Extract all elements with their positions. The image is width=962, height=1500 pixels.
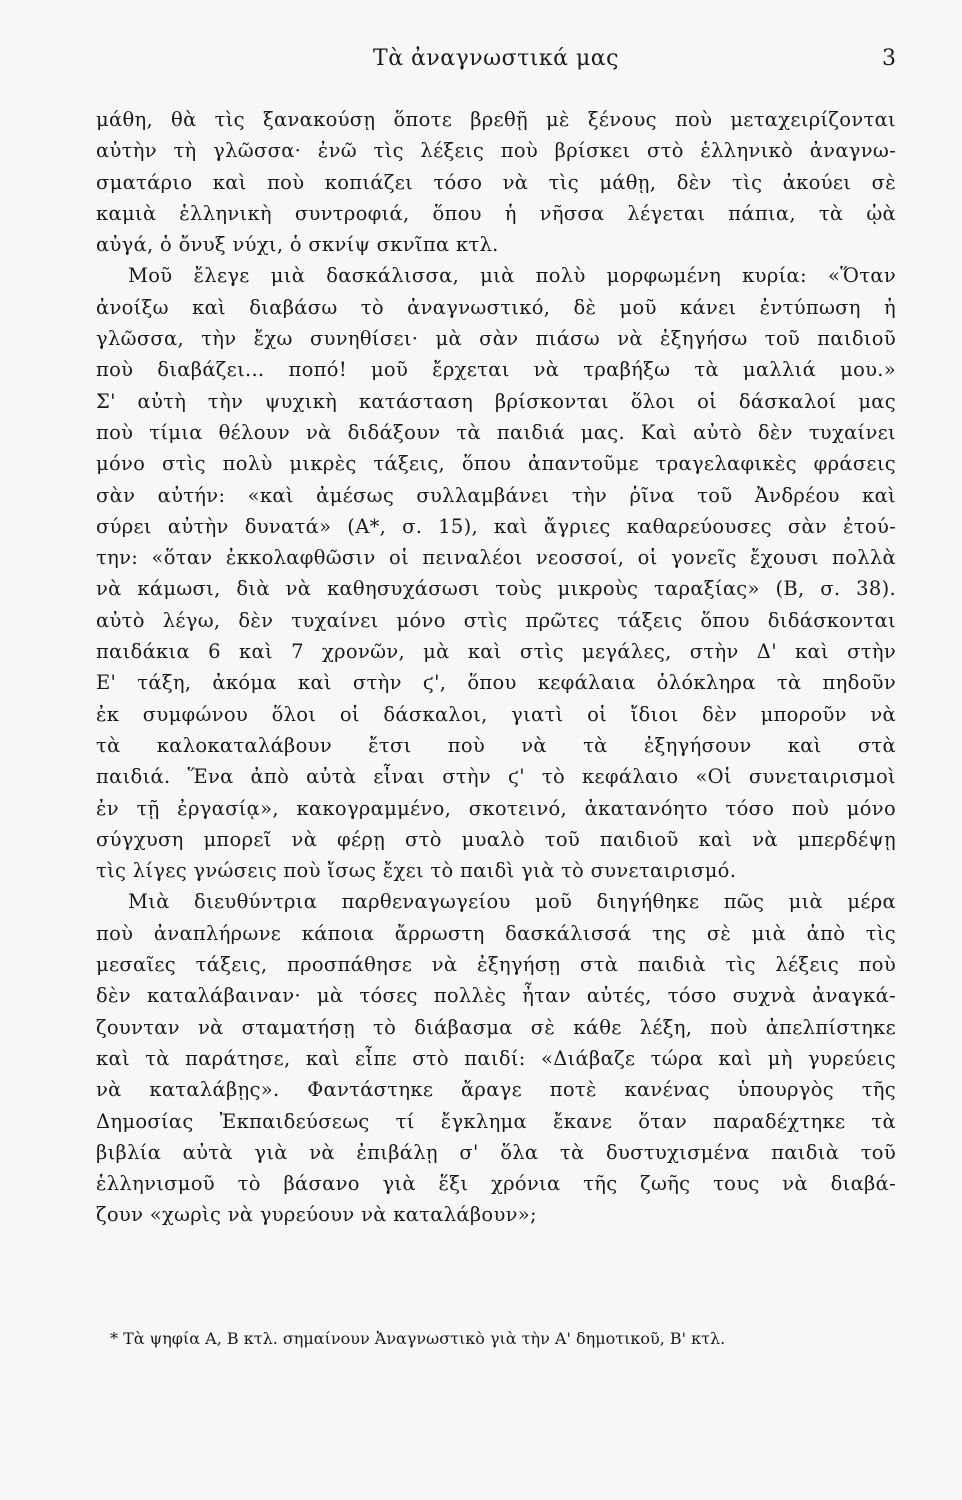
text-line: ἐν τῇ ἐργασίᾳ», κακογραμμένο, σκοτεινό, ἀκατανόητο τόσο ποὺ μόνο <box>96 796 896 820</box>
text-line: την: «ὅταν ἐκκολαφθῶσιν οἱ πειναλέοι νεοσσοί, οἱ γονεῖς ἔχουσι πολλὰ <box>96 546 896 570</box>
text-line: ποὺ τίμια θέλουν νὰ διδάξουν τὰ παιδιά μας. Καὶ αὐτὸ δὲν τυχαίνει <box>96 420 896 444</box>
text-line: Σ' αὐτὴ τὴν ψυχικὴ κατάσταση βρίσκονται ὅλοι οἱ δάσκαλοί μας <box>96 389 896 413</box>
text-line: παιδιά. Ἕνα ἀπὸ αὐτὰ εἶναι στὴν ϛ' τὸ κεφάλαιο «Οἱ συνεταιρισμοὶ <box>96 765 896 789</box>
text-line: Μιὰ διευθύντρια παρθεναγωγείου μοῦ διηγήθηκε πῶς μιὰ μέρα <box>128 890 896 914</box>
text-line: ἀνοίξω καὶ διαβάσω τὸ ἀναγνωστικό, δὲ μοῦ κάνει ἐντύπωση ἡ <box>96 295 896 319</box>
text-line: σματάριο καὶ ποὺ κοπιάζει τόσο νὰ τὶς μάθῃ, δὲν τὶς ἀκούει σὲ <box>96 170 896 194</box>
text-line: μόνο στὶς πολὺ μικρὲς τάξεις, ὅπου ἀπαντοῦμε τραγελαφικὲς φράσεις <box>96 452 896 476</box>
text-line: τὶς λίγες γνώσεις ποὺ ἴσως ἔχει τὸ παιδὶ γιὰ τὸ συνεταιρισμό. <box>96 859 737 883</box>
text-line: γλῶσσα, τὴν ἔχω συνηθίσει· μὰ σὰν πιάσω νὰ ἐξηγήσω τοῦ παιδιοῦ <box>96 327 896 351</box>
page-number: 3 <box>882 46 896 71</box>
text-line: αὐτὸ λέγω, δὲν τυχαίνει μόνο στὶς πρῶτες τάξεις ὅπου διδάσκονται <box>96 608 896 632</box>
text-line: ἐκ συμφώνου ὅλοι οἱ δάσκαλοι, γιατὶ οἱ ἴδιοι δὲν μποροῦν νὰ <box>96 702 896 726</box>
text-line: σύρει αὐτὴν δυνατά» (Α*, σ. 15), καὶ ἄγριες καθαρεύουσες σὰν ἐτού- <box>96 514 896 538</box>
text-line: μεσαῖες τάξεις, προσπάθησε νὰ ἐξηγήσῃ στὰ παιδιὰ τὶς λέξεις ποὺ <box>96 953 896 977</box>
text-line: νὰ καταλάβῃς». Φαντάστηκε ἄραγε ποτὲ κανένας ὑπουργὸς τῆς <box>96 1078 896 1102</box>
text-line: ζουν «χωρὶς νὰ γυρεύουν νὰ καταλάβουν»; <box>96 1203 537 1227</box>
running-header <box>96 46 896 76</box>
text-line: Δημοσίας Ἐκπαιδεύσεως τί ἔγκλημα ἔκανε ὅταν παραδέχτηκε τὰ <box>96 1109 896 1133</box>
text-line: Ε' τάξη, ἀκόμα καὶ στὴν ϛ', ὅπου κεφάλαια ὁλόκληρα τὰ πηδοῦν <box>96 671 896 695</box>
text-line: αὐγά, ὁ ὄνυξ νύχι, ὁ σκνίψ σκνῖπα κτλ. <box>96 233 499 257</box>
text-line: βιβλία αὐτὰ γιὰ νὰ ἐπιβάλῃ σ' ὅλα τὰ δυστυχισμένα παιδιὰ τοῦ <box>96 1140 896 1164</box>
text-line: ποὺ διαβάζει... ποπό! μοῦ ἔρχεται νὰ τραβήξω τὰ μαλλιά μου.» <box>96 358 896 382</box>
text-line: καὶ τὰ παράτησε, καὶ εἶπε στὸ παιδί: «Διάβαζε τώρα καὶ μὴ γυρεύεις <box>96 1046 896 1070</box>
body-text <box>96 104 896 1231</box>
text-line: ζουνταν νὰ σταματήσῃ τὸ διάβασμα σὲ κάθε λέξη, ποὺ ἀπελπίστηκε <box>96 1015 896 1039</box>
footnote: * Τὰ ψηφία Α, Β κτλ. σημαίνουν Ἀναγνωστικὸ γιὰ τὴν Α' δημοτικοῦ, Β' κτλ. <box>110 1329 726 1348</box>
text-line: ποὺ ἀναπλήρωνε κάποια ἄρρωστη δασκάλισσά της σὲ μιὰ ἀπὸ τὶς <box>96 921 896 945</box>
text-line: καμιὰ ἑλληνικὴ συντροφιά, ὅπου ἡ νῆσσα λέγεται πάπια, τὰ ᾠὰ <box>96 201 896 225</box>
text-line: ἑλληνισμοῦ τὸ βάσανο γιὰ ἕξι χρόνια τῆς ζωῆς τους νὰ διαβά- <box>96 1172 896 1196</box>
text-line: Μοῦ ἔλεγε μιὰ δασκάλισσα, μιὰ πολὺ μορφωμένη κυρία: «Ὅταν <box>128 264 896 288</box>
text-line: δὲν καταλάβαιναν· μὰ τόσες πολλὲς ἦταν αὐτές, τόσο συχνὰ ἀναγκά- <box>96 984 896 1008</box>
text-line: νὰ κάμωσι, διὰ νὰ καθησυχάσωσι τοὺς μικροὺς ταραξίας» (Β, σ. 38). <box>96 577 896 601</box>
text-line: παιδάκια 6 καὶ 7 χρονῶν, μὰ καὶ στὶς μεγάλες, στὴν Δ' καὶ στὴν <box>96 640 896 664</box>
text-line: σὰν αὐτήν: «καὶ ἀμέσως συλλαμβάνει τὴν ῥῖνα τοῦ Ἀνδρέου καὶ <box>96 483 896 507</box>
text-line: τὰ καλοκαταλάβουν ἔτσι ποὺ νὰ τὰ ἐξηγήσουν καὶ στὰ <box>96 733 896 757</box>
text-line: μάθη, θὰ τὶς ξανακούσῃ ὅποτε βρεθῇ μὲ ξένους ποὺ μεταχειρίζονται <box>96 108 896 131</box>
text-line: σύγχυση μπορεῖ νὰ φέρῃ στὸ μυαλὸ τοῦ παιδιοῦ καὶ νὰ μπερδέψῃ <box>96 827 896 851</box>
text-line: αὐτὴν τὴ γλῶσσα· ἐνῶ τὶς λέξεις ποὺ βρίσκει στὸ ἑλληνικὸ ἀναγνω- <box>96 139 896 163</box>
page-title: Τὰ ἀναγνωστικά μας <box>373 46 619 71</box>
